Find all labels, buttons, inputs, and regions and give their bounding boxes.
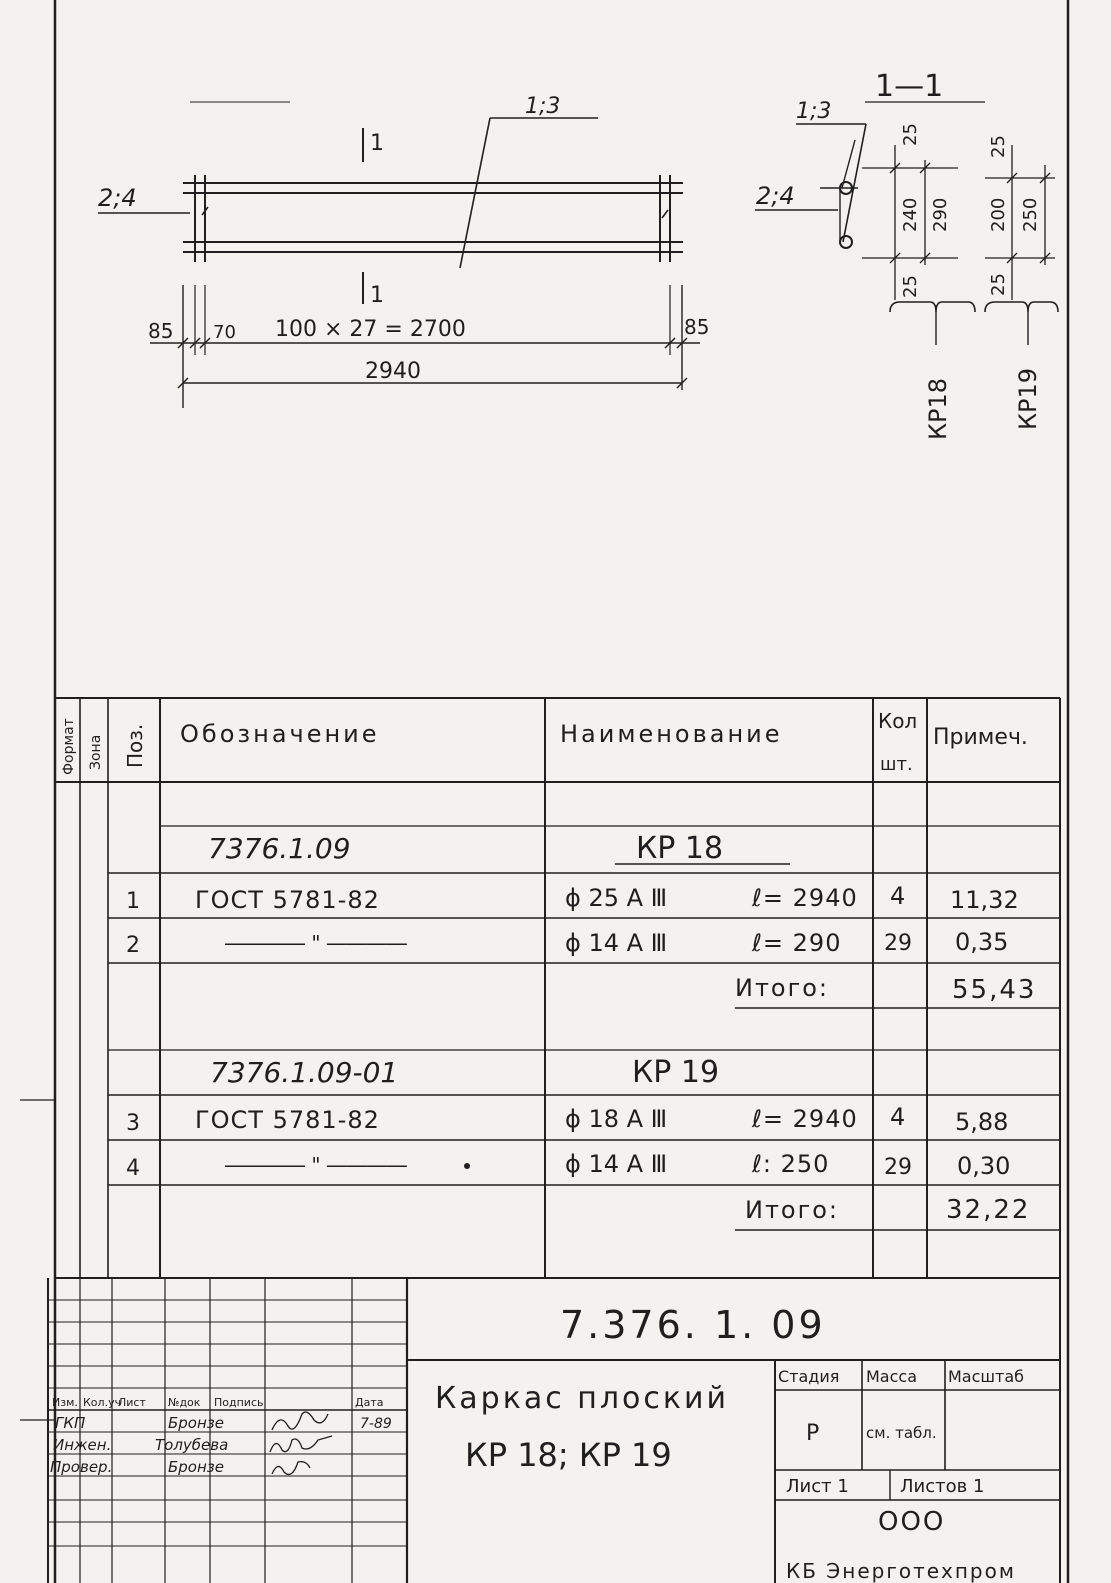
dim-first-gap: 70 (213, 322, 236, 343)
sig-header-sign: Подпись (214, 1396, 264, 1409)
sheet-label: Лист 1 (786, 1476, 849, 1497)
kp19-total: 250 (1020, 197, 1041, 232)
kp19-cover-top: 25 (988, 135, 1009, 158)
sig-header-change: Изм. (52, 1396, 78, 1409)
company-name: КБ Энерготехпром (786, 1559, 1016, 1583)
row4-designation: ―――― " ―――― (225, 1153, 407, 1177)
sig-role-2: Инжен. (53, 1436, 112, 1454)
row1-bar: ϕ 25 A Ⅲ (565, 884, 668, 912)
signature-scribble-3 (272, 1462, 310, 1475)
section-bar-positions-label: 2;4 (756, 182, 795, 210)
row2-pos: 2 (126, 933, 140, 958)
stage-header: Стадия (778, 1367, 840, 1386)
row1-note: 11,32 (950, 886, 1019, 914)
scale-header: Масштаб (948, 1367, 1025, 1386)
sig-name-3: Бронзе (168, 1458, 225, 1476)
kp18-total: 290 (930, 197, 951, 232)
row2-note: 0,35 (955, 928, 1009, 956)
spec-table (55, 698, 1060, 1278)
plan-slope-label: 1;3 (525, 94, 561, 119)
cut-mark-top: 1 (370, 131, 384, 156)
row3-note: 5,88 (955, 1108, 1009, 1136)
col-header-zone: Зона (88, 734, 104, 770)
section-mark-kp18: КР18 (924, 377, 952, 440)
sig-header-sheet: Лист (118, 1396, 146, 1409)
title-line-2: КР 18; КР 19 (465, 1436, 672, 1474)
mass-value: см. табл. (866, 1424, 937, 1442)
row1-designation: ГОСТ 5781-82 (195, 886, 380, 914)
sig-name-2: Толубева (155, 1436, 229, 1454)
row4-qty: 29 (884, 1155, 912, 1180)
sig-header-doc: №док (168, 1396, 201, 1409)
section-label: 1—1 (875, 69, 944, 104)
cut-mark-bottom: 1 (370, 283, 384, 308)
col-header-name: Наименование (560, 720, 783, 748)
row2-length: ℓ= 290 (752, 929, 842, 957)
group2-code: 7376.1.09-01 (210, 1056, 399, 1089)
mass-header: Масса (866, 1367, 918, 1386)
row1-length: ℓ= 2940 (752, 884, 858, 912)
row4-note: 0,30 (957, 1152, 1011, 1180)
kp19-inner: 200 (988, 197, 1009, 232)
signature-scribble-2 (270, 1436, 332, 1452)
group1-total: 55,43 (952, 975, 1037, 1005)
col-header-qty: Кол (878, 709, 918, 733)
dim-spacing: 100 × 27 = 2700 (275, 317, 466, 342)
dim-end-right: 85 (684, 315, 710, 339)
title-line-1: Каркас плоский (435, 1381, 730, 1416)
dim-end-left: 85 (148, 319, 174, 343)
sig-header-date: Дата (355, 1396, 384, 1409)
row2-designation: ―――― " ―――― (225, 931, 407, 955)
sig-header-count: Кол.уч (83, 1396, 122, 1409)
col-header-format: Формат (61, 718, 77, 775)
row3-qty: 4 (890, 1103, 906, 1131)
col-header-designation: Обозначение (180, 720, 380, 748)
plan-view (98, 94, 683, 308)
dim-overall: 2940 (365, 359, 421, 384)
row3-length: ℓ= 2940 (752, 1105, 858, 1133)
row3-designation: ГОСТ 5781-82 (195, 1106, 380, 1134)
row4-length: ℓ: 250 (752, 1150, 830, 1178)
row3-pos: 3 (126, 1111, 140, 1136)
row4-bar: ϕ 14 A Ⅲ (565, 1150, 668, 1178)
section-1-1 (755, 69, 1058, 440)
col-header-note: Примеч. (933, 725, 1028, 750)
doc-code: 7.376. 1. 09 (560, 1303, 826, 1347)
kp18-inner: 240 (900, 197, 921, 232)
section-slope-label: 1;3 (796, 99, 832, 124)
row1-qty: 4 (890, 882, 906, 910)
group1-total-label: Итого: (735, 974, 829, 1002)
stage-value: Р (806, 1421, 820, 1446)
row2-qty: 29 (884, 931, 912, 956)
plan-bar-positions-label: 2;4 (98, 184, 137, 212)
group2-mark: КР 19 (632, 1055, 720, 1090)
group1-mark: КР 18 (636, 831, 724, 866)
section-mark-kp19: КР19 (1014, 367, 1042, 430)
row4-pos: 4 (126, 1156, 140, 1181)
group2-total-label: Итого: (745, 1196, 839, 1224)
sig-role-1: ГКП (55, 1414, 86, 1432)
kp18-cover-top: 25 (900, 123, 921, 146)
title-block (48, 1278, 1060, 1583)
kp19-cover-bottom: 25 (988, 273, 1009, 296)
group2-total: 32,22 (946, 1195, 1031, 1225)
row3-bar: ϕ 18 A Ⅲ (565, 1105, 668, 1133)
ink-dot (464, 1163, 470, 1169)
sig-name-1: Бронзе (168, 1414, 225, 1432)
signature-scribble-1 (272, 1412, 328, 1430)
row2-bar: ϕ 14 A Ⅲ (565, 929, 668, 957)
sig-role-3: Провер. (50, 1458, 113, 1476)
col-header-pos: Поз. (123, 723, 147, 768)
company-prefix: ООО (878, 1507, 946, 1537)
row1-pos: 1 (126, 889, 140, 914)
group1-code: 7376.1.09 (208, 832, 351, 865)
sheets-label: Листов 1 (900, 1476, 985, 1497)
sig-date-1: 7-89 (360, 1416, 392, 1432)
plan-dimensions (148, 285, 709, 408)
kp18-cover-bottom: 25 (900, 275, 921, 298)
col-header-qty-unit: шт. (880, 754, 913, 775)
